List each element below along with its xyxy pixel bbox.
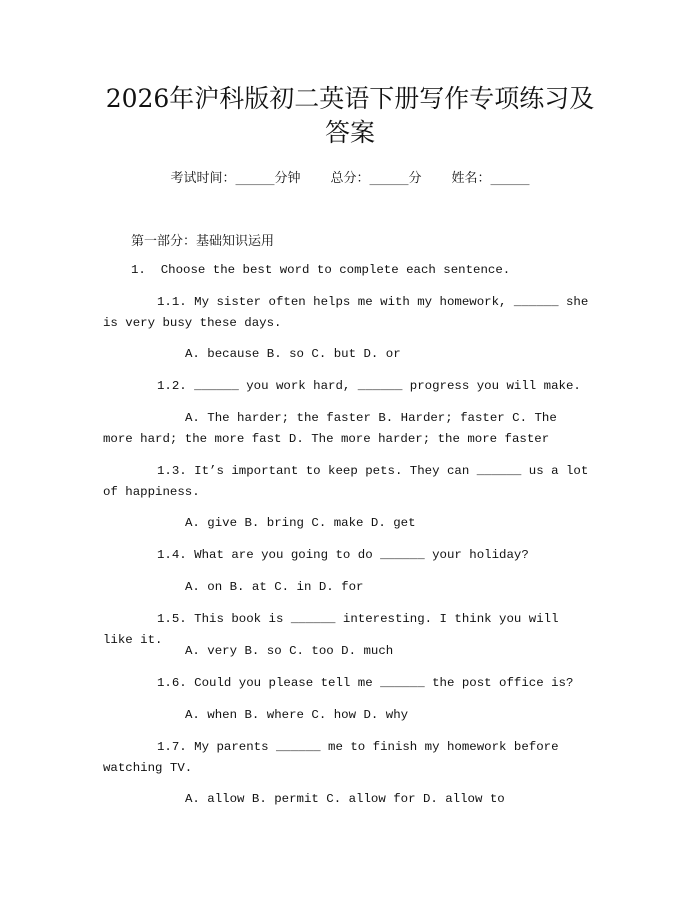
exam-time-field: 考试时间：______分钟: [170, 171, 301, 186]
question-1-5: 1.5. This book is ______ interesting. I think you will like it.: [103, 612, 566, 647]
exam-info-line: [0, 167, 700, 186]
total-score-field: 总分：______分: [330, 171, 422, 186]
student-name-field: 姓名：______: [451, 171, 530, 186]
question-1-2-options: A. The harder; the faster B. Harder; faster C. The more hard; the more fast D. The more harder; the more faster: [103, 411, 565, 446]
question-1-instruction: 1. Choose the best word to complete each sentence.: [131, 263, 511, 277]
question-1-2: 1.2. ______ you work hard, ______ progress you will make.: [157, 379, 581, 393]
question-1-7: 1.7. My parents ______ me to finish my homework before watching TV.: [103, 740, 566, 775]
question-1-1-options: A. because B. so C. but D. or: [185, 347, 401, 361]
question-1-3: 1.3. It’s important to keep pets. They can ______ us a lot of happiness.: [103, 464, 596, 499]
question-1-4: 1.4. What are you going to do ______ your holiday?: [157, 548, 529, 562]
page-title: 2026年沪科版初二英语下册写作专项练习及答案: [105, 84, 595, 147]
question-1-6-options: A. when B. where C. how D. why: [185, 708, 409, 722]
question-1-6: 1.6. Could you please tell me ______ the post office is?: [157, 676, 574, 690]
question-1-3-options: A. give B. bring C. make D. get: [185, 516, 416, 530]
question-1-7-options: A. allow B. permit C. allow for D. allow to: [185, 792, 505, 806]
question-1-1: 1.1. My sister often helps me with my homework, ______ she is very busy these days.: [103, 295, 596, 330]
section-heading: 第一部分：基础知识运用: [131, 234, 275, 249]
question-1-4-options: A. on B. at C. in D. for: [185, 580, 364, 594]
question-1-5-options: A. very B. so C. too D. much: [185, 644, 394, 658]
